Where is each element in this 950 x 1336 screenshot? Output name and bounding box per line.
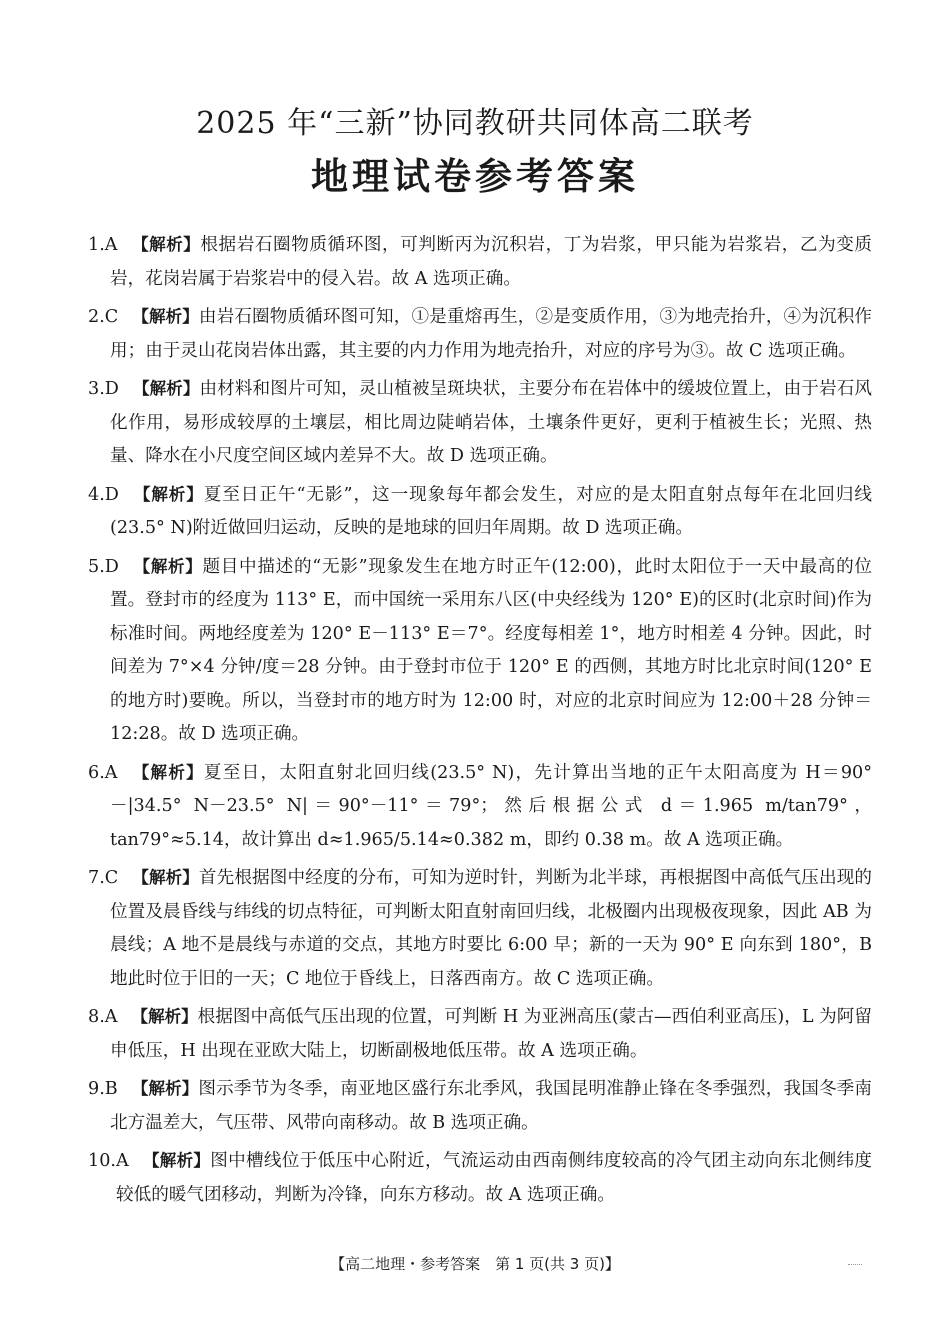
answer-item-1 [88, 228, 872, 296]
answer-item-3 [88, 372, 872, 474]
answer-item-9 [88, 1072, 872, 1140]
question-number: 2. [88, 307, 105, 327]
question-number: 5. [88, 556, 105, 577]
question-number: 7. [88, 868, 105, 888]
answer-explanation: 首先根据图中经度的分布，可知为逆时针，判断为北半球，再根据图中高低气压出现的位置及晨昏线与纬线的切点特征，可判断太阳直射南回归线，北极圈内出现极夜现象，因此 AB 为晨线；A 地不是晨线与赤道的交点，其地方时要比 6:00 早；新的一天为 90° E 向东到 180°，B 地此时位于旧的一天；C 地位于昏线上，日落西南方。故 C 选项正确。 [110, 868, 872, 989]
answer-item-4 [88, 478, 872, 546]
answer-explanation: 由岩石圈物质循环图可知，①是重熔再生，②是变质作用，③为地壳抬升，④为沉积作用；由于灵山花岗岩体出露，其主要的内力作用为地壳抬升，对应的序号为③。故 C 选项正确。 [110, 307, 872, 361]
analysis-tag: 【解析】 [131, 762, 204, 782]
question-number: 3. [88, 379, 105, 399]
question-number: 1. [88, 235, 105, 255]
answer-letter: B [104, 1079, 118, 1099]
answer-letter: A [104, 1007, 118, 1027]
answer-letter: D [104, 556, 119, 577]
answer-explanation: 图中槽线位于低压中心附近，气流运动由西南侧纬度较高的冷气团主动向东北侧纬度较低的暖气团移动，判断为冷锋，向东方移动。故 A 选项正确。 [116, 1151, 873, 1205]
analysis-tag: 【解析】 [131, 235, 201, 254]
answer-item-6 [88, 756, 872, 858]
answer-explanation: 根据岩石圈物质循环图，可判断丙为沉积岩，丁为岩浆，甲只能为岩浆岩，乙为变质岩，花岗岩属于岩浆岩中的侵入岩。故 A 选项正确。 [110, 235, 872, 289]
analysis-tag: 【解析】 [132, 379, 200, 398]
decorative-dots [848, 1262, 862, 1265]
analysis-tag: 【解析】 [142, 1151, 211, 1170]
answer-item-7 [88, 861, 872, 996]
answer-letter: C [104, 307, 119, 327]
analysis-tag: 【解析】 [132, 556, 203, 576]
analysis-tag: 【解析】 [132, 307, 199, 326]
question-number: 4. [88, 484, 105, 505]
analysis-tag: 【解析】 [132, 484, 204, 504]
answer-letter: A [115, 1151, 129, 1171]
answer-item-8 [88, 1000, 872, 1068]
analysis-tag: 【解析】 [131, 1079, 199, 1098]
answer-key-title: 地理试卷参考答案 [311, 155, 639, 198]
answer-letter: A [104, 762, 118, 783]
question-number: 6. [88, 762, 105, 783]
answer-item-2 [88, 300, 872, 368]
question-number: 8. [88, 1007, 105, 1027]
question-number: 9. [88, 1079, 105, 1099]
answer-explanation: 题目中描述的“无影”现象发生在地方时正午(12:00)，此时太阳位于一天中最高的位置。登封市的经度为 113° E，而中国统一采用东八区(中央经线为 120° E)的区时(北京时间)作为标准时间。两地经度差为 120° E－113° E＝7°。经度每相差 1°，地方时相差 4 分钟。因此，时间差为 7°×4 分钟/度＝28 分钟。由于登封市位于 120° E 的西侧，其地方时比北京时间(120° E 的地方时)要晚。所以，当登封市的地方时为 12:00 时，对应的北京时间应为 12:00＋28 分钟＝12:28。故 D 选项正确。 [110, 556, 872, 744]
answer-list [88, 228, 872, 1216]
answer-letter: A [104, 235, 118, 255]
answer-letter: D [104, 379, 119, 399]
question-number: 10. [88, 1151, 116, 1171]
answer-item-10 [88, 1144, 872, 1212]
answer-letter: C [104, 868, 119, 888]
answer-explanation: 图示季节为冬季，南亚地区盛行东北季风，我国昆明准静止锋在冬季强烈，我国冬季南北方温差大，气压带、风带向南移动。故 B 选项正确。 [110, 1079, 872, 1133]
answer-explanation: 由材料和图片可知，灵山植被呈斑块状，主要分布在岩体中的缓坡位置上，由于岩石风化作用，易形成较厚的土壤层，相比周边陡峭岩体，土壤条件更好，更利于植被生长；光照、热量、降水在小尺度空间区域内差异不大。故 D 选项正确。 [110, 379, 872, 466]
page-footer: 【高二地理・参考答案 第 1 页(共 3 页)】 [330, 1255, 620, 1273]
answer-explanation: 根据图中高低气压出现的位置，可判断 H 为亚洲高压(蒙古—西伯利亚高压)，L 为阿留申低压，H 出现在亚欧大陆上，切断副极地低压带。故 A 选项正确。 [110, 1007, 872, 1061]
answer-explanation: 夏至日，太阳直射北回归线(23.5° N)，先计算出当地的正午太阳高度为 H＝90°－|34.5° N－23.5° N|＝90°－11°＝79°；然后根据公式 d＝1.965 m/tan79°，tan79°≈5.14，故计算出 d≈1.965/5.14≈0.382 m，即约 0.38 m。故 A 选项正确。 [110, 762, 872, 850]
analysis-tag: 【解析】 [132, 868, 199, 887]
answer-explanation: 夏至日正午“无影”，这一现象每年都会发生，对应的是太阳直射点每年在北回归线(23.5° N)附近做回归运动，反映的是地球的回归年周期。故 D 选项正确。 [110, 484, 872, 538]
answer-letter: D [104, 484, 119, 505]
analysis-tag: 【解析】 [131, 1007, 198, 1026]
answer-item-5 [88, 550, 872, 752]
exam-title: 2025 年“三新”协同教研共同体高二联考 [196, 106, 754, 141]
